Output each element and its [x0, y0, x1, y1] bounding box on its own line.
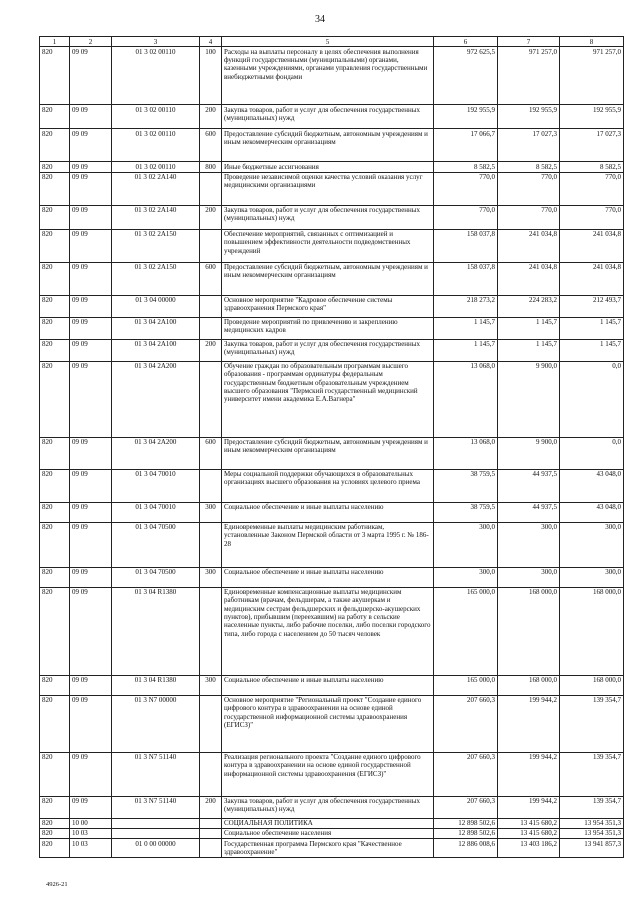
target-article-cell: 01 3 02 00110 [112, 162, 200, 172]
admin-code-cell: 820 [40, 522, 70, 567]
target-article-cell: 01 3 02 00110 [112, 47, 200, 105]
amount-cell: 1 145,7 [560, 317, 624, 339]
amount-cell: 972 625,5 [434, 47, 498, 105]
amount-cell: 168 000,0 [560, 587, 624, 675]
amount-cell: 168 000,0 [498, 675, 560, 695]
amount-cell: 139 354,7 [560, 796, 624, 818]
target-article-cell: 01 3 04 2А100 [112, 317, 200, 339]
amount-cell: 12 886 008,6 [434, 839, 498, 858]
target-article-cell: 01 3 04 70010 [112, 502, 200, 522]
admin-code-cell: 820 [40, 469, 70, 502]
description-cell: Проведение независимой оценки качества условий оказания услуг медицинскими организациями [222, 172, 434, 205]
amount-cell: 13 415 680,2 [498, 828, 560, 838]
target-article-cell: 01 3 04 70500 [112, 522, 200, 567]
amount-cell: 770,0 [434, 172, 498, 205]
amount-cell: 165 000,0 [434, 675, 498, 695]
admin-code-cell: 820 [40, 695, 70, 752]
expense-type-cell: 600 [200, 437, 222, 469]
amount-cell: 38 759,5 [434, 469, 498, 502]
description-cell: Обеспечение мероприятий, связанных с оптимизацией и повышением эффективности деятельности подведомственных учреждений [222, 229, 434, 262]
amount-cell: 770,0 [434, 205, 498, 229]
amount-cell: 13 954 351,3 [560, 818, 624, 828]
amount-cell: 43 048,0 [560, 469, 624, 502]
amount-cell: 199 944,2 [498, 796, 560, 818]
amount-cell: 300,0 [498, 567, 560, 587]
target-article-cell: 01 3 N7 00000 [112, 695, 200, 752]
section-code-cell: 09 09 [70, 229, 112, 262]
table-row [40, 162, 624, 172]
table-row [40, 361, 624, 437]
table-row [40, 567, 624, 587]
table-row [40, 839, 624, 858]
amount-cell: 207 660,3 [434, 695, 498, 752]
section-code-cell: 09 09 [70, 129, 112, 162]
amount-cell: 1 145,7 [498, 317, 560, 339]
expense-type-cell: 200 [200, 339, 222, 361]
column-number: 3 [112, 37, 200, 47]
expense-type-cell: 600 [200, 129, 222, 162]
amount-cell: 770,0 [560, 172, 624, 205]
section-code-cell: 09 09 [70, 47, 112, 105]
section-code-cell: 09 09 [70, 162, 112, 172]
table-row [40, 295, 624, 317]
admin-code-cell: 820 [40, 818, 70, 828]
amount-cell: 207 660,3 [434, 752, 498, 796]
table-row [40, 818, 624, 828]
amount-cell: 1 145,7 [434, 317, 498, 339]
expense-type-cell [200, 172, 222, 205]
description-cell: Основное мероприятие "Региональный проект "Создание единого цифрового контура в здравоохранении на основе единой государственной информационной системы здравоохранения (ЕГИСЗ)" [222, 695, 434, 752]
description-cell: Социальное обеспечение и иные выплаты населению [222, 502, 434, 522]
amount-cell: 168 000,0 [498, 587, 560, 675]
section-code-cell: 09 09 [70, 205, 112, 229]
section-code-cell: 09 09 [70, 105, 112, 129]
section-code-cell: 10 00 [70, 818, 112, 828]
target-article-cell: 01 3 02 00110 [112, 105, 200, 129]
amount-cell: 971 257,0 [498, 47, 560, 105]
target-article-cell: 01 3 02 2А150 [112, 229, 200, 262]
admin-code-cell: 820 [40, 339, 70, 361]
expense-type-cell: 300 [200, 675, 222, 695]
section-code-cell: 09 09 [70, 437, 112, 469]
section-code-cell: 09 09 [70, 675, 112, 695]
section-code-cell: 09 09 [70, 567, 112, 587]
table-row [40, 522, 624, 567]
amount-cell: 13 415 680,2 [498, 818, 560, 828]
expense-type-cell [200, 361, 222, 437]
expense-type-cell: 300 [200, 567, 222, 587]
admin-code-cell: 820 [40, 47, 70, 105]
amount-cell: 199 944,2 [498, 752, 560, 796]
footer-code: 4926-21 [46, 881, 68, 888]
description-cell: Закупка товаров, работ и услуг для обеспечения государственных (муниципальных) нужд [222, 339, 434, 361]
amount-cell: 13 954 351,3 [560, 828, 624, 838]
section-code-cell: 09 09 [70, 262, 112, 295]
description-cell: Социальное обеспечение и иные выплаты населению [222, 675, 434, 695]
amount-cell: 44 937,5 [498, 502, 560, 522]
section-code-cell: 09 09 [70, 339, 112, 361]
description-cell: Социальное обеспечение и иные выплаты населению [222, 567, 434, 587]
table-row [40, 796, 624, 818]
amount-cell: 12 898 502,6 [434, 818, 498, 828]
amount-cell: 13 068,0 [434, 437, 498, 469]
amount-cell: 13 403 186,2 [498, 839, 560, 858]
amount-cell: 971 257,0 [560, 47, 624, 105]
admin-code-cell: 820 [40, 295, 70, 317]
expense-type-cell [200, 295, 222, 317]
section-code-cell: 09 09 [70, 469, 112, 502]
amount-cell: 158 037,8 [434, 262, 498, 295]
amount-cell: 770,0 [498, 172, 560, 205]
admin-code-cell: 820 [40, 361, 70, 437]
target-article-cell: 01 3 N7 51140 [112, 752, 200, 796]
target-article-cell [112, 828, 200, 838]
amount-cell: 241 034,8 [498, 262, 560, 295]
table-row [40, 47, 624, 105]
amount-cell: 139 354,7 [560, 695, 624, 752]
amount-cell: 43 048,0 [560, 502, 624, 522]
target-article-cell: 01 3 02 00110 [112, 129, 200, 162]
table-row [40, 752, 624, 796]
expense-type-cell [200, 818, 222, 828]
section-code-cell: 09 09 [70, 695, 112, 752]
table-row [40, 317, 624, 339]
expense-type-cell [200, 695, 222, 752]
table-row [40, 105, 624, 129]
amount-cell: 9 900,0 [498, 437, 560, 469]
target-article-cell [112, 818, 200, 828]
expense-type-cell: 300 [200, 502, 222, 522]
amount-cell: 1 145,7 [560, 339, 624, 361]
amount-cell: 218 273,2 [434, 295, 498, 317]
amount-cell: 300,0 [498, 522, 560, 567]
target-article-cell: 01 0 00 00000 [112, 839, 200, 858]
admin-code-cell: 820 [40, 129, 70, 162]
amount-cell: 17 027,3 [498, 129, 560, 162]
column-number: 5 [222, 37, 434, 47]
target-article-cell: 01 3 02 2А150 [112, 262, 200, 295]
page-number: 34 [315, 14, 325, 25]
section-code-cell: 09 09 [70, 522, 112, 567]
table-row [40, 502, 624, 522]
description-cell: Реализация регионального проекта "Создание единого цифрового контура в здравоохранении на основе единой государственной информационной системы здравоохранения (ЕГИСЗ)" [222, 752, 434, 796]
table-row [40, 172, 624, 205]
description-cell: Иные бюджетные ассигнования [222, 162, 434, 172]
section-code-cell: 10 03 [70, 828, 112, 838]
expense-type-cell [200, 522, 222, 567]
table-row [40, 229, 624, 262]
expense-type-cell: 200 [200, 205, 222, 229]
expense-type-cell: 200 [200, 796, 222, 818]
section-code-cell: 09 09 [70, 502, 112, 522]
expense-type-cell: 200 [200, 105, 222, 129]
target-article-cell: 01 3 02 2А140 [112, 172, 200, 205]
description-cell: Закупка товаров, работ и услуг для обеспечения государственных (муниципальных) нужд [222, 796, 434, 818]
admin-code-cell: 820 [40, 828, 70, 838]
target-article-cell: 01 3 04 2А200 [112, 361, 200, 437]
amount-cell: 165 000,0 [434, 587, 498, 675]
amount-cell: 212 493,7 [560, 295, 624, 317]
amount-cell: 158 037,8 [434, 229, 498, 262]
admin-code-cell: 820 [40, 796, 70, 818]
target-article-cell: 01 3 02 2А140 [112, 205, 200, 229]
amount-cell: 13 941 857,3 [560, 839, 624, 858]
table-row [40, 828, 624, 838]
section-code-cell: 09 09 [70, 317, 112, 339]
target-article-cell: 01 3 04 00000 [112, 295, 200, 317]
amount-cell: 12 898 502,6 [434, 828, 498, 838]
table-row [40, 695, 624, 752]
expense-type-cell [200, 839, 222, 858]
amount-cell: 38 759,5 [434, 502, 498, 522]
budget-table [39, 36, 624, 858]
admin-code-cell: 820 [40, 162, 70, 172]
amount-cell: 770,0 [498, 205, 560, 229]
amount-cell: 224 283,2 [498, 295, 560, 317]
target-article-cell: 01 3 04 70010 [112, 469, 200, 502]
description-cell: Расходы на выплаты персоналу в целях обеспечения выполнения функций государственными (муниципальными) органами, казенными учреждениями, органами управления государственными внебюджетными фондами [222, 47, 434, 105]
section-code-cell: 10 03 [70, 839, 112, 858]
expense-type-cell [200, 469, 222, 502]
amount-cell: 300,0 [560, 522, 624, 567]
target-article-cell: 01 3 04 70500 [112, 567, 200, 587]
amount-cell: 1 145,7 [498, 339, 560, 361]
amount-cell: 192 955,9 [560, 105, 624, 129]
target-article-cell: 01 3 04 2А200 [112, 437, 200, 469]
amount-cell: 9 900,0 [498, 361, 560, 437]
table-row [40, 129, 624, 162]
description-cell: Закупка товаров, работ и услуг для обеспечения государственных (муниципальных) нужд [222, 205, 434, 229]
target-article-cell: 01 3 04 2А100 [112, 339, 200, 361]
table-row [40, 262, 624, 295]
amount-cell: 192 955,9 [434, 105, 498, 129]
amount-cell: 139 354,7 [560, 752, 624, 796]
amount-cell: 17 027,3 [560, 129, 624, 162]
column-number: 6 [434, 37, 498, 47]
table-body [40, 47, 624, 858]
expense-type-cell: 600 [200, 262, 222, 295]
description-cell: Предоставление субсидий бюджетным, автономным учреждениям и иным некоммерческим организациям [222, 262, 434, 295]
amount-cell: 300,0 [434, 522, 498, 567]
column-number: 7 [498, 37, 560, 47]
admin-code-cell: 820 [40, 262, 70, 295]
section-code-cell: 09 09 [70, 752, 112, 796]
admin-code-cell: 820 [40, 502, 70, 522]
amount-cell: 0,0 [560, 361, 624, 437]
admin-code-cell: 820 [40, 567, 70, 587]
table-row [40, 587, 624, 675]
expense-type-cell: 100 [200, 47, 222, 105]
admin-code-cell: 820 [40, 317, 70, 339]
admin-code-cell: 820 [40, 587, 70, 675]
section-code-cell: 09 09 [70, 295, 112, 317]
section-code-cell: 09 09 [70, 587, 112, 675]
section-code-cell: 09 09 [70, 796, 112, 818]
admin-code-cell: 820 [40, 172, 70, 205]
column-number-row [40, 37, 624, 47]
admin-code-cell: 820 [40, 675, 70, 695]
column-number: 2 [70, 37, 112, 47]
description-cell: Основное мероприятие "Кадровое обеспечение системы здравоохранения Пермского края" [222, 295, 434, 317]
table-row [40, 339, 624, 361]
table-row [40, 675, 624, 695]
expense-type-cell [200, 828, 222, 838]
section-code-cell: 09 09 [70, 361, 112, 437]
admin-code-cell: 820 [40, 105, 70, 129]
expense-type-cell [200, 229, 222, 262]
section-code-cell: 09 09 [70, 172, 112, 205]
amount-cell: 241 034,8 [560, 262, 624, 295]
description-cell: Предоставление субсидий бюджетным, автономным учреждениям и иным некоммерческим организациям [222, 437, 434, 469]
amount-cell: 8 582,5 [434, 162, 498, 172]
description-cell: Проведение мероприятий по привлечению и закреплению медицинских кадров [222, 317, 434, 339]
amount-cell: 1 145,7 [434, 339, 498, 361]
admin-code-cell: 820 [40, 437, 70, 469]
expense-type-cell [200, 317, 222, 339]
amount-cell: 8 582,5 [498, 162, 560, 172]
description-cell: Единовременные выплаты медицинским работникам, установленные Законом Пермской области от 3 марта 1995 г. № 186-28 [222, 522, 434, 567]
target-article-cell: 01 3 04 R1380 [112, 675, 200, 695]
description-cell: СОЦИАЛЬНАЯ ПОЛИТИКА [222, 818, 434, 828]
description-cell: Предоставление субсидий бюджетным, автономным учреждениям и иным некоммерческим организациям [222, 129, 434, 162]
description-cell: Социальное обеспечение населения [222, 828, 434, 838]
amount-cell: 241 034,8 [498, 229, 560, 262]
target-article-cell: 01 3 04 R1380 [112, 587, 200, 675]
amount-cell: 199 944,2 [498, 695, 560, 752]
admin-code-cell: 820 [40, 229, 70, 262]
admin-code-cell: 820 [40, 752, 70, 796]
column-number: 8 [560, 37, 624, 47]
amount-cell: 44 937,5 [498, 469, 560, 502]
expense-type-cell [200, 752, 222, 796]
table-row [40, 205, 624, 229]
description-cell: Закупка товаров, работ и услуг для обеспечения государственных (муниципальных) нужд [222, 105, 434, 129]
amount-cell: 241 034,8 [560, 229, 624, 262]
description-cell: Единовременные компенсационные выплаты медицинским работникам (врачам, фельдшерам, а также акушеркам и медицинским сестрам фельдшерских и фельдшерско-акушерских пунктов), прибывшим (переехавшим) на работу в сельские населенные пункты, либо рабочие поселки, либо поселки городского типа, либо города с населением до 50 тысяч человек [222, 587, 434, 675]
amount-cell: 0,0 [560, 437, 624, 469]
description-cell: Государственная программа Пермского края "Качественное здравоохранение" [222, 839, 434, 858]
amount-cell: 207 660,3 [434, 796, 498, 818]
amount-cell: 300,0 [434, 567, 498, 587]
table-row [40, 437, 624, 469]
amount-cell: 300,0 [560, 567, 624, 587]
amount-cell: 192 955,9 [498, 105, 560, 129]
table-row [40, 469, 624, 502]
amount-cell: 17 066,7 [434, 129, 498, 162]
amount-cell: 168 000,0 [560, 675, 624, 695]
amount-cell: 770,0 [560, 205, 624, 229]
column-number: 1 [40, 37, 70, 47]
description-cell: Меры социальной поддержки обучающихся в образовательных организациях высшего образования на условиях целевого приема [222, 469, 434, 502]
amount-cell: 13 068,0 [434, 361, 498, 437]
column-number: 4 [200, 37, 222, 47]
admin-code-cell: 820 [40, 205, 70, 229]
admin-code-cell: 820 [40, 839, 70, 858]
description-cell: Обучение граждан по образовательным программам высшего образования - программам ординатуры федеральным государственным бюджетным образовательным учреждением высшего образования "Пермский государственный медицинский университет имени академика Е.А.Вагнера" [222, 361, 434, 437]
expense-type-cell [200, 587, 222, 675]
amount-cell: 8 582,5 [560, 162, 624, 172]
target-article-cell: 01 3 N7 51140 [112, 796, 200, 818]
expense-type-cell: 800 [200, 162, 222, 172]
